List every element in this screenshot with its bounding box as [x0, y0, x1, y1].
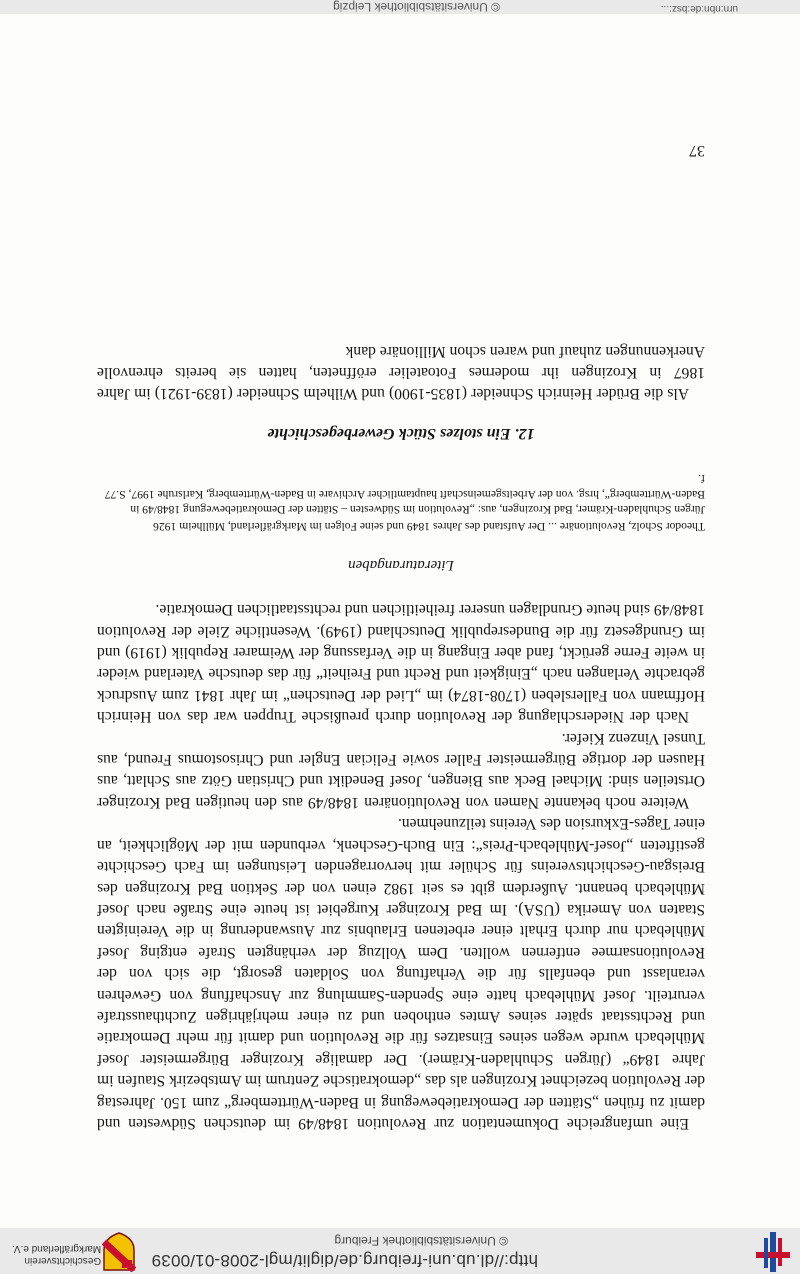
urn-text: urn:nbn:de:bsz:... — [660, 3, 738, 14]
section-heading: 12. Ein stolzes Stück Gewerbegeschichte — [267, 425, 535, 443]
page-number: 37 — [689, 142, 705, 159]
paragraph: Nach der Niederschlagung der Revolution durch preußische Truppen war das von Heinrich Hoffmann von Fallersleben (1708-1874) im „Lied der Deutschen“ im Jahr 1841 zum Ausdruck gebrachte Verlangen nach „Einigkeit und Recht und Freiheit“ für das deutsche Vaterland wieder in weite Ferne gerückt, fand aber Eingang in die Verfassung der Weimarer Republik (1919) und im Grundgesetz für die Bundesrepublik Deutschland (1949). Wesentliche Ziele der Revolution 1848/49 sind heute Grundlagen unserer freiheitlichen und rechtsstaatlichen Demokratie. — [97, 601, 705, 726]
paragraph: Weitere noch bekannte Namen von Revolutionären 1848/49 aus den heutigen Bad Krozinger Ortsteilen sind: Michael Beck aus Biengen, Josef Benedikt und Christian Götz aus Schlatt, aus Hausen der dortige Bürgermeister Faller sowie Felician Engler und Chrisostomus Freund, aus Tunsel Vinzenz Kiefer. — [97, 729, 705, 811]
literature-entry: Jürgen Schuhladen-Krämer, Bad Krozingen, aus: „Revolution im Südwesten – Stätten der Demokratiebewegung 1848/49 in Baden-Württemberg“, hrsg. von der Arbeitsgemeinschaft hauptamtlicher Archivare in Baden-Württemberg, Karlsruhe 1997, S.77 f. — [104, 472, 705, 517]
paragraph: Eine umfangreiche Dokumentation zur Revolution 1848/49 im deutschen Südwesten und damit zu frühen „Stätten der Demokratiebewegung in Baden-Württemberg“ zum 150. Jahrestag der Revolution bezeichnet Krozingen als das „demokratische Zentrum im Amtsbezirk Staufen im Jahre 1849“ (Jürgen Schuhladen-Krämer). Der damalige Krozinger Bürgermeister Josef Mühlebach wurde wegen seines Einsatzes für die Revolution und damit für mehr Demokratie und Rechtsstaat später seines Amtes enthoben und zu einer mehrjährigen Zuchthausstrafe verurteilt. Josef Mühlebach hatte eine Spenden-Sammlung zur Anschaffung von Gewehren veranlasst und ebenfalls für die Verhaftung von Soldaten gesorgt, die sich von der Revolutionsarmee entfernen wollten. Dem Vollzug der verhängten Strafe entging Josef Mühlebach nur durch Erhalt einer erbetenen Erlaubnis zur Auswanderung in die Vereinigten Staaten von Amerika (USA). Im Bad Krozinger Kurgebiet ist heute eine Straße nach Josef Mühlebach benannt. Außerdem gibt es seit 1982 einen von der Sektion Bad Krozingen des Breisgau-Geschichtsvereins für Schüler mit hervorragenden Leistungen im Fach Geschichte gestifteten „Josef-Mühlebach-Preis“: Ein Buch-Geschenk, verbunden mit der Möglichkeit, an einer Tages-Exkursion des Vereins teilzunehmen. — [97, 815, 705, 1132]
library-footer-band — [0, 0, 800, 14]
literature-list — [97, 470, 705, 533]
ub-freiburg-logo-icon — [756, 1232, 790, 1272]
literature-heading: Literaturangaben — [348, 556, 454, 573]
society-line-1: Geschichtsverein — [24, 1255, 102, 1266]
literature-entry: Theodor Scholz, Revolutionäre ... Der Aufstand des Jahres 1849 und seine Folgen im Markgräflerland, Müllheim 1926 — [153, 519, 705, 533]
society-name — [12, 1242, 101, 1266]
copyright-freiburg: © Universitätsbibliothek Freiburg — [334, 1234, 508, 1248]
library-header-band — [0, 1228, 800, 1274]
section-text — [97, 340, 705, 404]
document-url[interactable]: http://dl.ub.uni-freiburg.de/diglit/mgl-2008-01/0039 — [151, 1251, 538, 1270]
page-content — [97, 340, 705, 1134]
society-line-2: Markgräflerland e.V. — [12, 1243, 102, 1254]
coat-of-arms-icon — [102, 1232, 136, 1272]
body-text — [97, 599, 705, 1134]
copyright-leipzig: © Universitätsbibliothek Leipzig — [333, 0, 500, 14]
paragraph: Als die Brüder Heinrich Schneider (1835-1900) und Wilhelm Schneider (1839-1921) im Jahre 1867 in Krozingen ihr modernes Fotoatelier eröffneten, hatten sie bereits ehrenvolle Anerkennungen zuhauf und waren schon Millionäre dank — [97, 342, 705, 403]
